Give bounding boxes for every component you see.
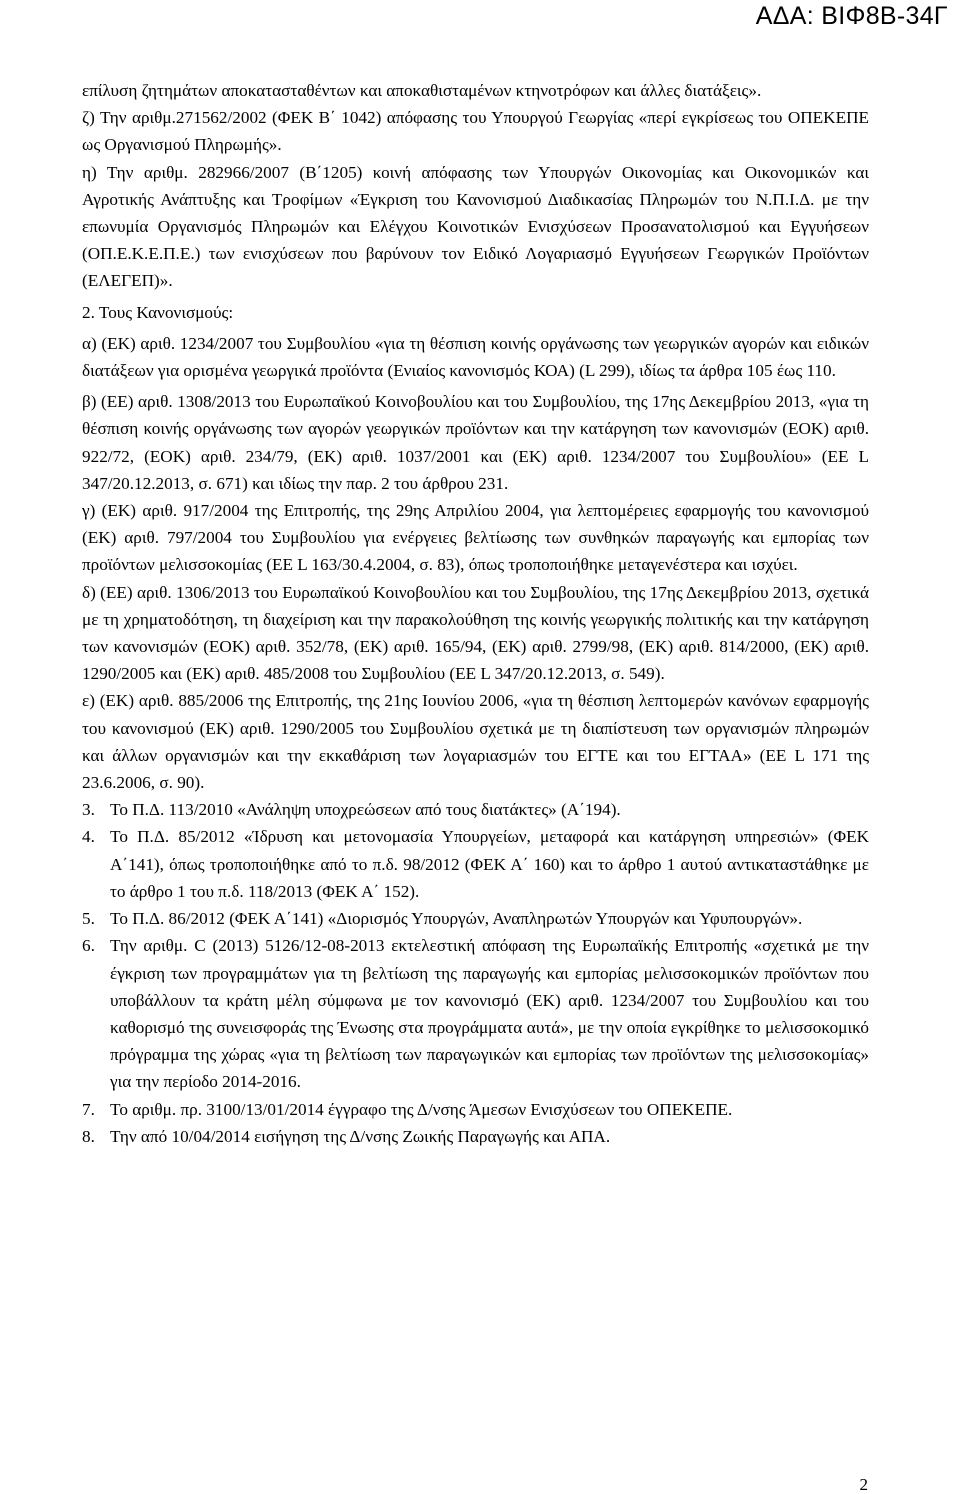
regulation-a: α) (ΕΚ) αριθ. 1234/2007 του Συμβουλίου «για τη θέσπιση κοινής οργάνωσης των γεωργικών αγορών και ειδικών διατάξεων για ορισμένα γεωργικά προϊόντα (Ενιαίος κανονισμός ΚΟΑ) (L 299), ιδίως τα άρθρα 105 έως 110. [82, 333, 869, 381]
item-number: 3. [82, 800, 95, 820]
paragraph-continuation: επίλυση ζητημάτων αποκατασταθέντων και αποκαθισταμένων κτηνοτρόφων και άλλες διατάξεις». [82, 81, 762, 100]
regulation-d: δ) (ΕΕ) αριθ. 1306/2013 του Ευρωπαϊκού Κοινοβουλίου και του Συμβουλίου, της 17ης Δεκεμβρίου 2013, σχετικά με τη χρηματοδότηση, τη διαχείριση και την παρακολούθηση της κοινής γεωργικής πολιτικής και την κατάργηση των κανονισμών (ΕΟΚ) αριθ. 352/78, (ΕΚ) αριθ. 165/94, (ΕΚ) αριθ. 2799/98, (ΕΚ) αριθ. 814/2000, (ΕΚ) αριθ. 1290/2005 και (ΕΚ) αριθ. 485/2008 του Συμβουλίου (ΕΕ L 347/20.12.2013, σ. 549). [82, 582, 869, 684]
regulation-c: γ) (ΕΚ) αριθ. 917/2004 της Επιτροπής, της 29ης Απριλίου 2004, για λεπτομέρειες εφαρμογής του κανονισμού (ΕΚ) αριθ. 797/2004 του Συμβουλίου για ενέργειες βελτίωσης των συνθηκών παραγωγής και εμπορίας των προϊόντων μελισσοκομίας (ΕΕ L 163/30.4.2004, σ. 83), όπως τροποποιήθηκε μεταγενέστερα και ισχύει. [82, 501, 869, 575]
regulations-heading: 2. Τους Κανονισμούς: [82, 302, 234, 322]
item-text: Την από 10/04/2014 εισήγηση της Δ/νσης Ζωικής Παραγωγής και ΑΠΑ. [110, 1126, 611, 1146]
ada-code: ΑΔΑ: ΒΙΦ8Β-34Γ [755, 2, 948, 30]
numbered-item-8 [82, 1123, 869, 1150]
regulation-b: β) (ΕΕ) αριθ. 1308/2013 του Ευρωπαϊκού Κοινοβουλίου και του Συμβουλίου, της 17ης Δεκεμβρίου 2013, «για τη θέσπιση κοινής οργάνωσης των αγορών γεωργικών προϊόντων και την κατάργηση των κανονισμών (ΕΟΚ) αριθ. 922/72, (ΕΟΚ) αριθ. 234/79, (ΕΚ) αριθ. 1037/2001 και (ΕΚ) αριθ. 1234/2007 του Συμβουλίου» (ΕΕ L 347/20.12.2013, σ. 671) και ιδίως την παρ. 2 του άρθρου 231. [82, 392, 869, 493]
item-number: 4. [82, 827, 95, 847]
item-text: Το αριθμ. πρ. 3100/13/01/2014 έγγραφο της Δ/νσης Άμεσων Ενισχύσεων του ΟΠΕΚΕΠΕ. [110, 1099, 733, 1119]
item-number: 7. [82, 1099, 95, 1119]
document-body [82, 77, 869, 1150]
paragraph-item-i: η) Την αριθμ. 282966/2007 (Β΄1205) κοινή απόφασης των Υπουργών Οικονομίας και Οικονομικών και Αγροτικής Ανάπτυξης και Τροφίμων «Έγκριση του Κανονισμού Διαδικασίας Πληρωμών του Ν.Π.Ι.Δ. με την επωνυμία Οργανισμός Πληρωμών και Ελέγχου Κοινοτικών Ενισχύσεων Προσανατολισμού και Εγγυήσεων (ΟΠ.Ε.Κ.Ε.Π.Ε.) των ενισχύσεων που βαρύνουν τον Ειδικό Λογαριασμό Εγγυήσεων Γεωργικών Προϊόντων (ΕΛΕΓΕΠ)». [82, 162, 869, 291]
item-text: Το Π.Δ. 85/2012 «Ίδρυση και μετονομασία Υπουργείων, μεταφορά και κατάργηση υπηρεσιών» (ΦΕΚ Α΄141), όπως τροποποιήθηκε από το π.δ. 98/2012 (ΦΕΚ Α΄ 160) και το άρθρο 1 αυτού αντικαταστάθηκε με το άρθρο 1 του π.δ. 118/2013 (ΦΕΚ Α΄ 152). [110, 827, 869, 901]
item-text: Το Π.Δ. 113/2010 «Ανάληψη υποχρεώσεων από τους διατάκτες» (Α΄194). [110, 800, 621, 820]
page-number: 2 [859, 1475, 868, 1494]
numbered-item-4 [82, 823, 869, 905]
item-text: Την αριθμ. C (2013) 5126/12-08-2013 εκτελεστική απόφαση της Ευρωπαϊκής Επιτροπής «σχετικά με την έγκριση των προγραμμάτων για τη βελτίωση της παραγωγής και εμπορίας μελισσοκομικών προϊόντων που υποβάλλουν τα κράτη μέλη σύμφωνα με τον κανονισμό (ΕΚ) αριθ. 1234/2007 του Συμβουλίου και του καθορισμό της συνεισφοράς της Ένωσης στα προγράμματα αυτά», με την οποία εγκρίθηκε το μελισσοκομικό πρόγραμμα της χώρας «για τη βελτίωση των παραγωγικών και εμπορίας των προϊόντων της μελισσοκομίας» για την περίοδο 2014-2016. [110, 936, 869, 1092]
numbered-item-3 [82, 796, 869, 823]
regulation-e: ε) (ΕΚ) αριθ. 885/2006 της Επιτροπής, της 21ης Ιουνίου 2006, «για τη θέσπιση λεπτομερών κανόνων εφαρμογής του κανονισμού (ΕΚ) αριθ. 1290/2005 του Συμβουλίου σχετικά με τη διαπίστευση των οργανισμών πληρωμών και άλλων οργανισμών και την εκκαθάριση των λογαριασμών του ΕΓΤΕ και του ΕΓΤΑΑ» (ΕΕ L 171 της 23.6.2006, σ. 90). [82, 691, 869, 793]
item-number: 6. [82, 936, 95, 956]
item-text: Το Π.Δ. 86/2012 (ΦΕΚ Α΄141) «Διορισμός Υπουργών, Αναπληρωτών Υπουργών και Υφυπουργών». [110, 909, 803, 929]
item-number: 8. [82, 1126, 95, 1146]
numbered-item-6 [82, 932, 869, 1095]
numbered-item-7 [82, 1096, 869, 1123]
paragraph-item-z: ζ) Την αριθμ.271562/2002 (ΦΕΚ Β΄ 1042) απόφασης του Υπουργού Γεωργίας «περί εγκρίσεως του ΟΠΕΚΕΠΕ ως Οργανισμού Πληρωμής». [82, 108, 869, 155]
item-number: 5. [82, 909, 95, 929]
numbered-item-5 [82, 905, 869, 932]
